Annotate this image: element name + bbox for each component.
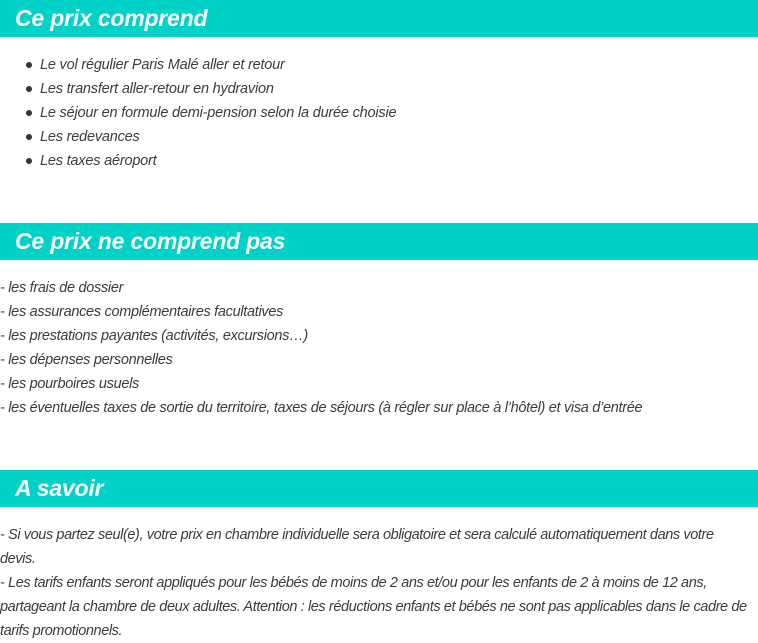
included-list <box>0 53 396 173</box>
list-item: Les taxes aéroport <box>0 149 396 173</box>
info-paragraph-children: - Les tarifs enfants seront appliqués pour les bébés de moins de 2 ans et/ou pour les enfants de 2 à moins de 12 ans, partageant la chambre de deux adultes. Attention : les réductions enfants et bébés ne sont pas applicables dans le cadre de tarifs promotionnels. <box>0 575 747 639</box>
list-item: Les transfert aller-retour en hydravion <box>0 77 396 101</box>
bullet-icon <box>26 62 32 68</box>
list-item: - les dépenses personnelles <box>0 352 173 368</box>
bullet-icon <box>26 134 32 140</box>
included-header <box>0 0 758 37</box>
excluded-title: Ce prix ne comprend pas <box>15 228 286 254</box>
bullet-icon <box>26 86 32 92</box>
list-item: - les assurances complémentaires facultatives <box>0 304 284 320</box>
list-item: - les prestations payantes (activités, excursions…) <box>0 328 308 344</box>
excluded-header <box>0 223 758 260</box>
info-header <box>0 470 758 507</box>
list-item: Le séjour en formule demi-pension selon la durée choisie <box>0 101 396 125</box>
list-item: - les pourboires usuels <box>0 376 139 392</box>
bullet-icon <box>26 110 32 116</box>
excluded-list <box>0 276 758 420</box>
list-item: Les redevances <box>0 125 396 149</box>
bullet-icon <box>26 158 32 164</box>
included-title: Ce prix comprend <box>15 5 208 31</box>
info-title: A savoir <box>15 475 104 501</box>
list-item: - les frais de dossier <box>0 280 124 296</box>
list-item: - les éventuelles taxes de sortie du territoire, taxes de séjours (à régler sur place à l’hôtel) et visa d’entrée <box>0 400 643 416</box>
list-item: Le vol régulier Paris Malé aller et retour <box>0 53 396 77</box>
info-paragraph-solo: - Si vous partez seul(e), votre prix en chambre individuelle sera obligatoire et sera calculé automatiquement dans votre devis. <box>0 527 714 567</box>
